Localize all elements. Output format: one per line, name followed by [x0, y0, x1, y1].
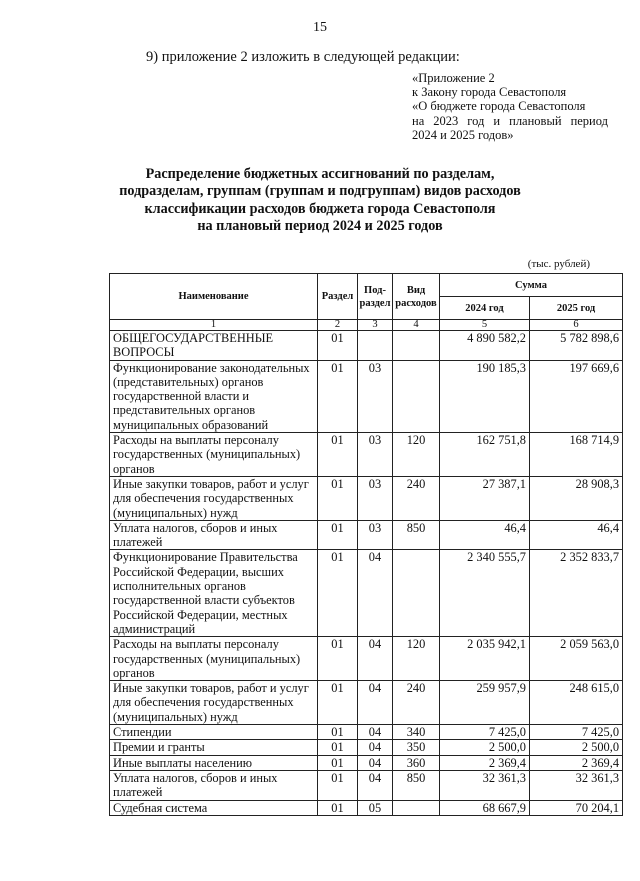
col-number: 2 [318, 320, 358, 331]
cell-type: 120 [393, 433, 440, 477]
table-row [110, 740, 623, 755]
table-row [110, 331, 623, 361]
title-line: классификации расходов бюджета города Севастополя [144, 200, 496, 217]
cell-name: Уплата налогов, сборов и иных платежей [110, 520, 318, 550]
intro-text: 9) приложение 2 изложить в следующей редакции: [146, 49, 460, 65]
cell-section: 01 [318, 331, 358, 361]
cell-name: Функционирование Правительства Российской Федерации, высших исполнительных органов государственной власти субъектов Российской Федерации, местных администраций [110, 550, 318, 637]
appendix-line: на 2023 год и плановый период [412, 113, 608, 128]
cell-subsection: 03 [358, 360, 393, 432]
cell-y2024: 2 500,0 [440, 740, 530, 755]
cell-y2024: 7 425,0 [440, 725, 530, 740]
cell-name: Премии и гранты [110, 740, 318, 755]
cell-name: Расходы на выплаты персоналу государственных (муниципальных) органов [110, 433, 318, 477]
table-row [110, 550, 623, 637]
col-number: 5 [440, 320, 530, 331]
cell-type [393, 800, 440, 815]
cell-y2025: 70 204,1 [530, 800, 623, 815]
appendix-line: к Закону города Севастополя [412, 85, 567, 100]
cell-section: 01 [318, 476, 358, 520]
cell-y2024: 162 751,8 [440, 433, 530, 477]
appendix-line: «О бюджете города Севастополя [412, 99, 586, 114]
cell-section: 01 [318, 433, 358, 477]
cell-y2024: 190 185,3 [440, 360, 530, 432]
cell-subsection: 04 [358, 755, 393, 770]
table-row [110, 755, 623, 770]
col-number: 3 [358, 320, 393, 331]
cell-subsection: 03 [358, 433, 393, 477]
cell-section: 01 [318, 360, 358, 432]
cell-y2025: 2 059 563,0 [530, 637, 623, 681]
cell-name: Уплата налогов, сборов и иных платежей [110, 770, 318, 800]
cell-name: Судебная система [110, 800, 318, 815]
cell-y2024: 46,4 [440, 520, 530, 550]
header-2024: 2024 год [440, 297, 530, 320]
col-number: 6 [530, 320, 623, 331]
cell-section: 01 [318, 550, 358, 637]
cell-section: 01 [318, 725, 358, 740]
header-subsection-b: раздел [359, 297, 391, 309]
cell-y2024: 27 387,1 [440, 476, 530, 520]
cell-type [393, 331, 440, 361]
cell-type [393, 360, 440, 432]
header-type [393, 274, 440, 320]
cell-subsection: 04 [358, 550, 393, 637]
cell-section: 01 [318, 681, 358, 725]
cell-y2025: 28 908,3 [530, 476, 623, 520]
cell-section: 01 [318, 800, 358, 815]
appendix-line: «Приложение 2 [412, 71, 495, 85]
table-row [110, 520, 623, 550]
cell-y2025: 2 500,0 [530, 740, 623, 755]
cell-type: 850 [393, 770, 440, 800]
cell-y2025: 168 714,9 [530, 433, 623, 477]
cell-subsection: 04 [358, 637, 393, 681]
cell-type: 850 [393, 520, 440, 550]
header-2025: 2025 год [530, 297, 623, 320]
title-line: на плановый период 2024 и 2025 годов [197, 218, 443, 235]
header-subsection [358, 274, 393, 320]
units-label: (тыс. рублей) [527, 258, 590, 270]
cell-y2025: 32 361,3 [530, 770, 623, 800]
cell-y2024: 259 957,9 [440, 681, 530, 725]
column-number-row [110, 320, 623, 331]
cell-y2024: 2 369,4 [440, 755, 530, 770]
cell-y2024: 32 361,3 [440, 770, 530, 800]
col-number: 1 [110, 320, 318, 331]
cell-y2025: 197 669,6 [530, 360, 623, 432]
cell-name: Стипендии [110, 725, 318, 740]
cell-subsection: 04 [358, 770, 393, 800]
cell-type: 240 [393, 681, 440, 725]
cell-y2025: 2 369,4 [530, 755, 623, 770]
header-sum: Сумма [440, 274, 623, 297]
cell-name: Иные закупки товаров, работ и услуг для обеспечения государственных (муниципальных) нужд [110, 476, 318, 520]
table-row [110, 433, 623, 477]
cell-y2025: 46,4 [530, 520, 623, 550]
table-row [110, 770, 623, 800]
cell-y2025: 5 782 898,6 [530, 331, 623, 361]
cell-type: 340 [393, 725, 440, 740]
cell-name: Иные выплаты населению [110, 755, 318, 770]
document-title [110, 166, 530, 236]
header-subsection-a: Под- [364, 284, 386, 296]
cell-type: 360 [393, 755, 440, 770]
cell-section: 01 [318, 770, 358, 800]
cell-y2024: 68 667,9 [440, 800, 530, 815]
title-line: Распределение бюджетных ассигнований по разделам, [145, 166, 495, 182]
table-header-row [110, 274, 623, 297]
cell-subsection: 03 [358, 476, 393, 520]
appendix-note [412, 71, 608, 142]
cell-subsection: 04 [358, 740, 393, 755]
page-number: 15 [313, 20, 327, 35]
cell-y2024: 4 890 582,2 [440, 331, 530, 361]
cell-name: Функционирование законодательных (представительных) органов государственной власти и представительных органов муниципальных образований [110, 360, 318, 432]
cell-type [393, 550, 440, 637]
title-line: подразделам, группам (группам и подгруппам) видов расходов [119, 183, 521, 200]
cell-type: 120 [393, 637, 440, 681]
table-row [110, 476, 623, 520]
cell-section: 01 [318, 520, 358, 550]
cell-y2025: 248 615,0 [530, 681, 623, 725]
cell-subsection: 04 [358, 681, 393, 725]
table-row [110, 681, 623, 725]
table-row [110, 725, 623, 740]
cell-y2024: 2 340 555,7 [440, 550, 530, 637]
cell-type: 240 [393, 476, 440, 520]
cell-name: ОБЩЕГОСУДАРСТВЕННЫЕ ВОПРОСЫ [110, 331, 318, 361]
cell-section: 01 [318, 740, 358, 755]
cell-subsection: 03 [358, 520, 393, 550]
header-name: Наименование [110, 274, 318, 320]
cell-type: 350 [393, 740, 440, 755]
cell-y2025: 7 425,0 [530, 725, 623, 740]
header-type-b: расходов [395, 297, 437, 309]
cell-name: Иные закупки товаров, работ и услуг для обеспечения государственных (муниципальных) нужд [110, 681, 318, 725]
cell-y2024: 2 035 942,1 [440, 637, 530, 681]
cell-subsection: 04 [358, 725, 393, 740]
cell-section: 01 [318, 637, 358, 681]
appendix-line: 2024 и 2025 годов» [412, 127, 514, 142]
cell-name: Расходы на выплаты персоналу государственных (муниципальных) органов [110, 637, 318, 681]
header-type-a: Вид [406, 284, 426, 296]
cell-subsection [358, 331, 393, 361]
budget-table [109, 273, 623, 816]
cell-y2025: 2 352 833,7 [530, 550, 623, 637]
table-row [110, 637, 623, 681]
header-section: Раздел [318, 274, 358, 320]
cell-section: 01 [318, 755, 358, 770]
col-number: 4 [393, 320, 440, 331]
table-row [110, 800, 623, 815]
cell-subsection: 05 [358, 800, 393, 815]
table-row [110, 360, 623, 432]
